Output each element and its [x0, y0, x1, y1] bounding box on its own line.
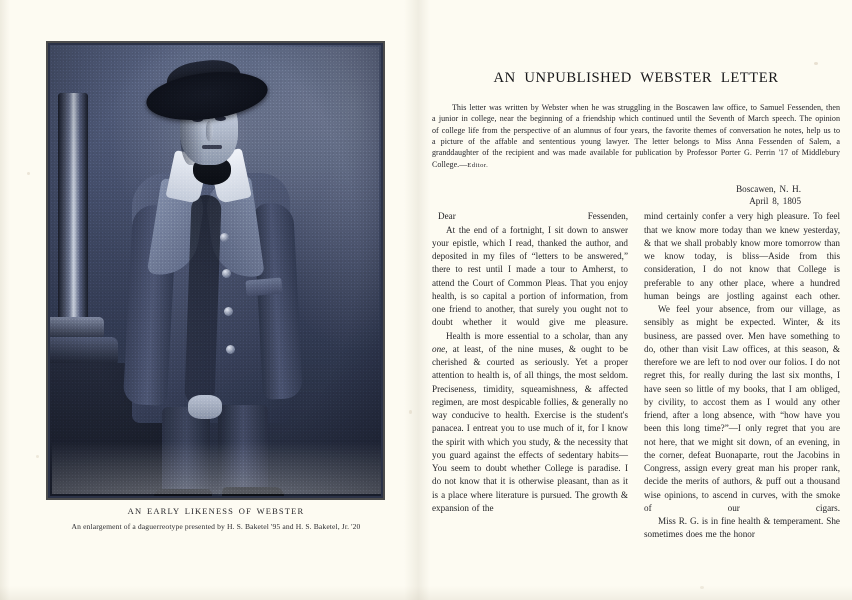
article-body — [432, 70, 840, 542]
letter-column-right — [644, 210, 840, 541]
letter-column-left — [432, 210, 628, 541]
paper-foxing-spot — [36, 455, 39, 458]
page-edge-shadow-left — [0, 0, 10, 600]
letter-paragraph: mind certainly confer a very high pleasure. To feel that we know more today than we knew yesterday, & that we shall probably know more tomorrow than we know today, is bliss—Aside from this consideration, I do not know that College is preferable to any other place, where a hundred human beings are jostling against each other. — [644, 211, 840, 301]
book-gutter-shadow — [404, 0, 430, 600]
paper-foxing-spot — [814, 62, 818, 65]
dateline-date: April 8, 1805 — [749, 195, 801, 206]
paper-foxing-spot — [409, 410, 412, 414]
editorial-headnote — [432, 102, 840, 171]
dateline-place: Boscawen, N. H. — [736, 184, 801, 195]
letter-paragraph: We feel your absence, from our village, as sensibly as might be expected. Winter, & its business, are passed over. Men have something to do, other than visit Law offices, at this season, & therefore we are left to nod over our folios. I do not regret this, for really during the last six months, I have seen so little of my books, that I am obliged, by civility, to accost them as I would any other friend, after a long absence, with “how have you been this long time?”—I only regret that you are not here, that we might sit down, of an evening, in the corner, defeat Buonaparte, rout the Jacobins in Congress, assign every great man his proper rank, decide the merits of authors, & puff out a thousand wise opinions, to ascend in curves, with the smoke of our cigars. — [644, 304, 840, 513]
page-edge-shadow-bottom — [0, 586, 852, 600]
letter-text: , at least, of the nine muses, & ought to be cherished & courted as seriously. Yet a proper attention to health is, of all things, the most seldom. Preciseness, timidity, squeamishness, & affected regimen, are most despicable follies, & generally no way conducive to health. Exercise is the student's panacea. I entreat you to use much of it, for I know the spirit with which you study, & the necessity that you guard against the effects of sedentary habits—You seem to doubt whether College is paradise. I do not know that it is otherwise pleasant, than as it is a place where literature is pursued. The growth & expansion of the — [432, 343, 628, 513]
paper-foxing-spot — [700, 586, 704, 589]
letter-dateline — [432, 184, 840, 207]
plate-frame — [46, 41, 385, 500]
letter-emphasis: one — [432, 343, 446, 354]
paper-foxing-spot — [27, 172, 30, 175]
photo-vignette — [50, 45, 381, 496]
letter-paragraph — [432, 330, 628, 516]
plate-caption-title: AN EARLY LIKENESS OF WEBSTER — [127, 506, 305, 516]
plate-caption — [30, 506, 402, 531]
portrait-plate — [46, 41, 385, 500]
article-title: AN UNPUBLISHED WEBSTER LETTER — [493, 70, 779, 86]
plate-caption-credit: An enlargement of a daguerreotype presented by H. S. Baketel '95 and H. S. Baketel, Jr. '20 — [71, 522, 361, 531]
editorial-headnote-text: This letter was written by Webster when he was struggling in the Boscawen law office, to Samuel Fessenden, then a junior in college, near the beginning of a friendship which continued until the Seventh of March speech. The opinion of college life from the perspective of an alumnus of four years, the favorite themes of conversation he notes, help us to a picture of the affable and sententious young lawyer. The letter belongs to Miss Anna Fessenden of Salem, a granddaughter of the recipient and was made available for publication by Professor Porter G. Perrin '17 of Middlebury College.— — [432, 103, 840, 169]
daguerreotype-photo — [50, 45, 381, 496]
letter-paragraph: At the end of a fortnight, I sit down to answer your epistle, which I read, thanked the author, and deposited in my files of “letters to be answered,” there to rest until I made a tour to Amherst, to attend the Court of Common Pleas. That you enjoy health, is so capital a portion of information, from one friend to another, that surely you ought not to doubt whether it would give me pleasure. — [432, 224, 628, 328]
letter-text: Health is more essential to a scholar, than any — [446, 330, 628, 341]
editor-signature: Editor. — [467, 161, 489, 169]
letter-paragraph: Miss R. G. is in fine health & temperament. She sometimes does me the honor — [644, 516, 840, 540]
letter-columns — [432, 210, 840, 541]
letter-salutation: Dear Fessenden, — [438, 211, 628, 222]
